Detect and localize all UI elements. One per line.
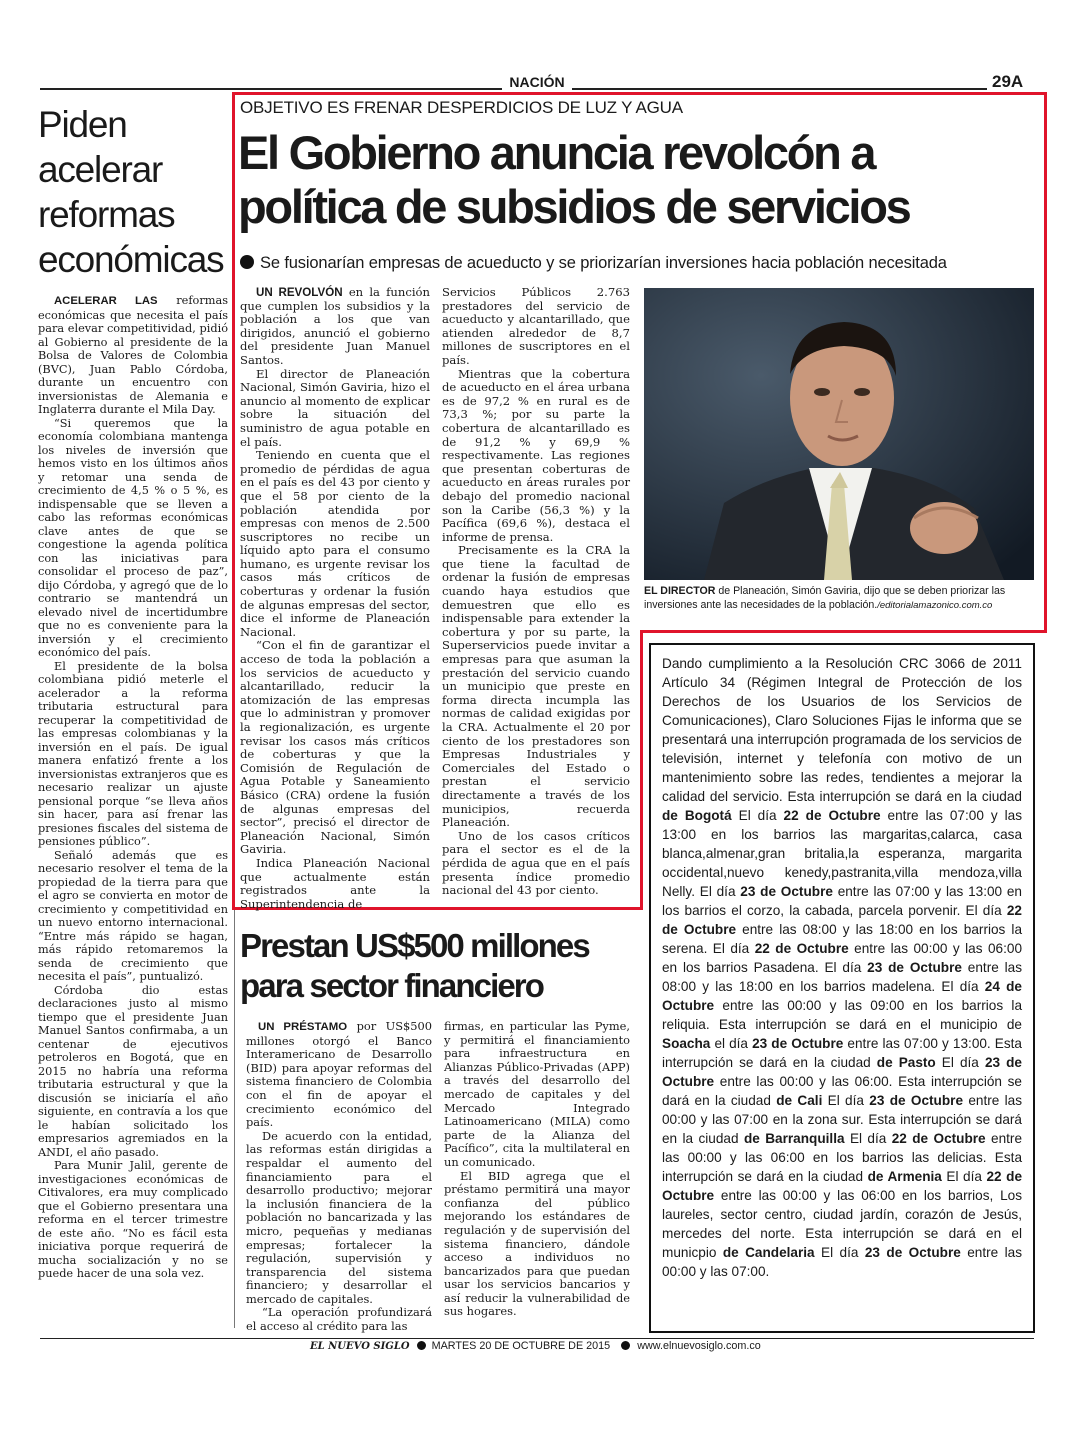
bullet-icon — [240, 255, 254, 269]
caption-text: de Planeación, Simón Gaviria, dijo que se deben priorizar las inversiones ante las necesidades de la población. — [644, 585, 1006, 611]
notice-emphasis: 23 de Octubre — [740, 884, 833, 899]
notice-segment: entre las 00:00 y las 06:00 en los barrios, Los laureles, sector centro, ciudad jardín, corazón de Jesús, mercedes del norte. Esta interrupción se dará en el municpio — [662, 1188, 1022, 1260]
headline-line: política de subsidios de servicios — [238, 180, 910, 233]
notice-segment: entre las 07:00 y las 13:00 en los barrios las margaritas,calarca, casa blanca,almenar,gran britalia,la esperanza, margarita occidental,nuevo kenedy,pastranita,villa mendoza,villa Nelly. El día — [662, 808, 1022, 899]
section-label: NACIÓN — [509, 74, 565, 90]
photo-caption — [644, 584, 1036, 613]
notice-emphasis: 22 de Octubre — [783, 808, 881, 823]
paragraph: Córdoba dio estas declaraciones justo al mismo tiempo que el presidente Juan Manuel Santos confirmaba, a un centenar de ejecutivos petroleros en Bogotá, que en 2015 no habría una reforma tributaria estructural y que la discusión se iniciaría el año siguiente, en contravía a los que le habían solicitado los empresarios agremiados en la ANDI, el año pasado. — [38, 983, 228, 1159]
main-headline — [238, 126, 1038, 234]
notice-segment: el día — [710, 1036, 753, 1051]
main-frame-left-down — [232, 630, 235, 910]
paragraph: El presidente de la bolsa colombiana pidió meterle el acelerador a la reforma tributaria estructural para recuperar la competitividad de las empresas colombianas y la inversión en el país. De igual manera enfatizó frente a los inversionistas extranjeros que es necesario realizar un ajuste pensional porque “se lleva años sin hacer, para así frenar las presiones fiscales del sistema de pensiones público”. — [38, 659, 228, 848]
notice-emphasis: 23 de Octubre — [864, 1245, 961, 1260]
notice-segment: entre las 08:00 y las 18:00 en los barrios madelena. El día — [662, 960, 1023, 994]
notice-emphasis: 23 de Octubre — [869, 1093, 964, 1108]
notice-segment: El día — [822, 1093, 870, 1108]
notice-segment: El día — [844, 1131, 892, 1146]
paragraph: UN REVOLVÓN en la función que cumplen los subsidios y la población a los que van dirigidos, anunció el gobierno del presidente Juan Manuel Santos. — [240, 285, 430, 367]
notice-emphasis: de Bogotá — [662, 808, 732, 823]
title-line: Piden — [38, 104, 127, 145]
notice-segment: entre las 07:00 y 13:00. Esta interrupción se dará en la ciudad — [662, 1036, 1022, 1070]
notice-emphasis: de Cali — [776, 1093, 823, 1108]
footer-url: www.elnuevosiglo.com.co — [637, 1340, 761, 1352]
notice-emphasis: 23 de Octubre — [662, 1055, 1022, 1089]
headline-line: Prestan US$500 millones — [240, 927, 589, 964]
left-article-title — [38, 102, 228, 282]
left-article — [38, 98, 228, 1328]
paragraph: firmas, en particular las Pyme, y permitirá el financiamiento para infraestructura en Alianzas Público-Privadas (APP) a través del desarrollo del mercado de capitales y del Mercado Integrado Latinoamericano (MILA) como parte de la Alianza del Pacífico”, cita la multilateral en un comunicado. — [444, 1019, 630, 1169]
paragraph: De acuerdo con la entidad, las reformas están dirigidas a respaldar el aumento del financiamiento para el desarrollo productivo; mejorar la inclusión financiera de la población no bancarizada y las micro, pequeñas y medianas empresas; fortalecer la regulación, supervisión y transparencia del sistema financiero; y desarrollar el mercado de capitales. — [246, 1128, 432, 1306]
notice-segment: entre las 00:00 y las 09:00 en los barrios la reliquia. Esta interrupción se dará en el municipio de — [662, 998, 1022, 1032]
notice-emphasis: de Barranquilla — [743, 1131, 845, 1146]
second-article-col1 — [246, 1020, 432, 1334]
paragraph: Mientras que la cobertura de acueducto en el área urbana es de 97,2 % en rural es de 73,3 %; por su parte la cobertura de alcantarillado es de 91,2 % y 69,9 % respectivamente. Las regiones que presentan coberturas de acueducto en áreas rurales por debajo del promedio nacional son la Caribe (56,3 %) y la Pacífica (69,6 %), destaca el informe de prensa. — [442, 366, 630, 544]
notice-emphasis: 22 de Octubre — [754, 941, 849, 956]
main-article-col2 — [442, 286, 630, 898]
notice-emphasis: de Armenia — [867, 1169, 942, 1184]
headline-line: para sector financiero — [240, 967, 543, 1004]
notice-segment: entre las 00:00 y las 06:00. Esta interrupción se dará en la ciudad — [662, 1074, 1022, 1108]
notice-emphasis: 22 de Octubre — [662, 903, 1022, 937]
notice-emphasis: 22 de Octubre — [662, 1169, 1023, 1203]
notice-emphasis: 23 de Octubre — [752, 1036, 844, 1051]
bullet-icon — [417, 1341, 426, 1350]
lead-in: ACELERAR LAS — [54, 295, 158, 307]
notice-emphasis: 23 de Octubre — [867, 960, 962, 975]
notice-emphasis: Soacha — [662, 1036, 711, 1051]
subhead — [240, 254, 1040, 273]
title-line: acelerar — [38, 149, 163, 190]
service-notice-text — [662, 654, 1022, 1281]
paragraph: Servicios Públicos 2.763 prestadores del servicio de acueducto y alcantarillado, que atienden alrededor de 8,7 millones de suscriptores en el país. — [442, 285, 630, 367]
notice-segment: entre las 00:00 y las 06:00 en los barrios Pasadena. El día — [662, 941, 1023, 975]
paragraph: Precisamente es la CRA la que tiene la facultad de ordenar la fusión de empresas cuando haya estudios que demuestren que ello es indispensable para extender la cobertura y por su parte, la Superservicios puede invitar a empresas para que asuman la prestación del servicio cuando un municipio que preste en forma directa incumpla las normas de calidad exigidas por la CRA. Actualmente el 20 por ciento de los prestadores son Empresas Industriales y Comerciales del Estado o prestan el servicio directamente a través de los municipios, recuerda Planeación. — [442, 543, 630, 830]
left-article-body — [38, 294, 228, 1281]
paragraph: UN PRÉSTAMO por US$500 millones otorgó el Banco Interamericano de Desarrollo (BID) para apoyar reformas del sistema financiero de Colombia con el fin de apoyar el crecimiento económico del país. — [246, 1019, 432, 1130]
notice-segment: El día — [941, 1169, 987, 1184]
title-line: reformas — [38, 194, 175, 235]
paragraph: Indica Planeación Nacional que actualmente están registrados ante la Superintendencia de — [240, 855, 430, 911]
notice-segment: entre las 00:00 y las 07:00 en la zona sur. Esta interrupción se dará en la ciudad — [662, 1093, 1023, 1146]
headline-line: El Gobierno anuncia revolcón a — [238, 126, 875, 179]
notice-emphasis: 24 de Octubre — [662, 979, 1022, 1013]
caption-lead: EL DIRECTOR — [644, 585, 716, 597]
lead-in: UN PRÉSTAMO — [258, 1021, 348, 1033]
second-article-col2 — [444, 1020, 630, 1319]
section-header — [40, 74, 1034, 94]
paragraph: El BID agrega que el préstamo permitirá una mayor confianza del público mejorando los estándares de regulación y de supervisión del sistema financiero, dándole acceso a individuos no bancarizados para que puedan usar los servicios bancarios y así reducir la vulnerabilidad de sus hogares. — [444, 1168, 630, 1319]
subhead-text: Se fusionarían empresas de acueducto y se priorizarían inversiones hacia población necesitada — [260, 254, 947, 272]
footer — [310, 1340, 870, 1352]
paragraph: El director de Planeación Nacional, Simón Gaviria, hizo el anuncio al momento de explicar sobre la situación del suministro de agua potable en el país. — [240, 366, 430, 449]
lead-in: UN REVOLVÓN — [256, 286, 343, 299]
notice-segment: El día — [814, 1245, 865, 1260]
header-rule-left — [40, 88, 502, 90]
notice-segment: entre las 00:00 y las 06:00 en los barrios las delicias. Esta interrupción se dará en la ciudad — [662, 1131, 1023, 1184]
notice-segment: El día — [935, 1055, 985, 1070]
paragraph: ACELERAR LAS reformas económicas que necesita el país para elevar competitividad, pidió al Gobierno al presidente de la Bolsa de Valores de Colombia (BVC), Juan Pablo Córdoba, durante un encuentro con inversionistas de Alemania e Inglaterra durante el Mila Day. — [38, 294, 228, 416]
footer-rule — [40, 1338, 1034, 1339]
main-frame-inner-right — [640, 630, 643, 910]
notice-segment: entre las 08:00 y las 18:00 en los barrios la serena. El día — [662, 922, 1022, 956]
paragraph: “Con el fin de garantizar el acceso de toda la población a los servicios de acueducto y alcantarillado, reducir la atomización de las empresas que lo administran y promover la regionalización, es urgente revisar los casos más críticos de coberturas y que la Comisión de Regulación de Agua Potable y Saneamiento Básico (CRA) ordene la fusión de algunas empresas del sector”, precisó el director de Planeación Nacional, Simón Gaviria. — [240, 638, 430, 857]
paragraph: Señaló además que es necesario resolver el tema de la propiedad de la tierra para que el agro se convierta en motor de crecimiento y competitividad en un nuevo entorno internacional. “Entre más rápido se hagan, más rápido retomaremos la senda de crecimiento que necesita el país”, puntualizó. — [38, 848, 228, 983]
paragraph: “Si queremos que la economía colombiana mantenga los niveles de inversión que hemos visto en los últimos años y retomar una senda de crecimiento de 4,5 % o 5 %, es indispensable que se lleven a cabo las reformas económicas clave antes de que se congestione la agenda política con las iniciativas para consolidar el proceso de paz”, dijo Córdoba, y agregó que de lo contrario se mantendrá un elevado nivel de incertidumbre que no es conveniente para la inversión y el crecimiento económico del país. — [38, 416, 228, 659]
kicker: OBJETIVO ES FRENAR DESPERDICIOS DE LUZ Y AGUA — [240, 98, 683, 117]
paragraph: Uno de los casos críticos para el sector es el de la pérdida de agua que en el país presenta índice promedio nacional del 43 por ciento. — [442, 828, 630, 898]
second-headline — [240, 926, 640, 1006]
notice-emphasis: de Candelaria — [722, 1245, 815, 1260]
footer-brand: EL NUEVO SIGLO — [310, 1341, 410, 1352]
paragraph: Teniendo en cuenta que el promedio de pérdidas de agua en el país es del 43 por ciento y que el 58 por ciento de la población atendida por empresas con menos de 2.500 suscriptores no recibe un líquido apto para el consumo humano, es urgente revisar los casos más críticos de coberturas y ordenar la fusión de algunas empresas del sector, dice el informe de Planeación Nacional. — [240, 448, 430, 639]
main-frame-bottom-right — [640, 630, 1044, 633]
notice-segment: El día — [731, 808, 784, 823]
paragraph: Para Munir Jalil, gerente de investigaciones económicas de Citivalores, era muy complicado que el Gobierno presentara una reforma en el tercer trimestre de este año. “No es fácil esta iniciativa porque requerirá de mucha socialización y no se puede hacer de una sola vez. — [38, 1159, 228, 1280]
paragraph: “La operación profundizará el acceso al crédito para las — [246, 1305, 432, 1334]
notice-segment: entre las 07:00 y las 13:00 en los barrios el corzo, la cabada, parcela porvenir. El día — [662, 884, 1022, 918]
director-photo — [644, 288, 1034, 580]
notice-emphasis: 22 de Octubre — [891, 1131, 986, 1146]
caption-credit: /editorialamazonico.com.co — [877, 600, 993, 611]
page-number: 29A — [992, 72, 1024, 91]
notice-segment: entre las 00:00 y las 07:00. — [662, 1245, 1022, 1279]
footer-date: MARTES 20 DE OCTUBRE DE 2015 — [431, 1340, 611, 1352]
title-line: económicas — [38, 239, 224, 280]
bullet-icon — [621, 1341, 630, 1350]
portrait-illustration — [644, 288, 1034, 580]
main-article-col1 — [240, 286, 430, 911]
notice-segment: Dando cumplimiento a la Resolución CRC 3066 de 2011 Artículo 34 (Régimen Integral de Protección de los Derechos de los Usuarios de los Servicios de Comunicaciones), Claro Soluciones Fijas le informa que se presentará una interrupción programada de los servicios de televisión, internet y telefonía con motivo de un mantenimiento sobre las redes, tendientes a mejorar la calidad del servicio. Esta interrupción se dará en la ciudad — [662, 656, 1022, 804]
header-rule-right — [572, 88, 987, 90]
notice-emphasis: de Pasto — [876, 1055, 936, 1070]
